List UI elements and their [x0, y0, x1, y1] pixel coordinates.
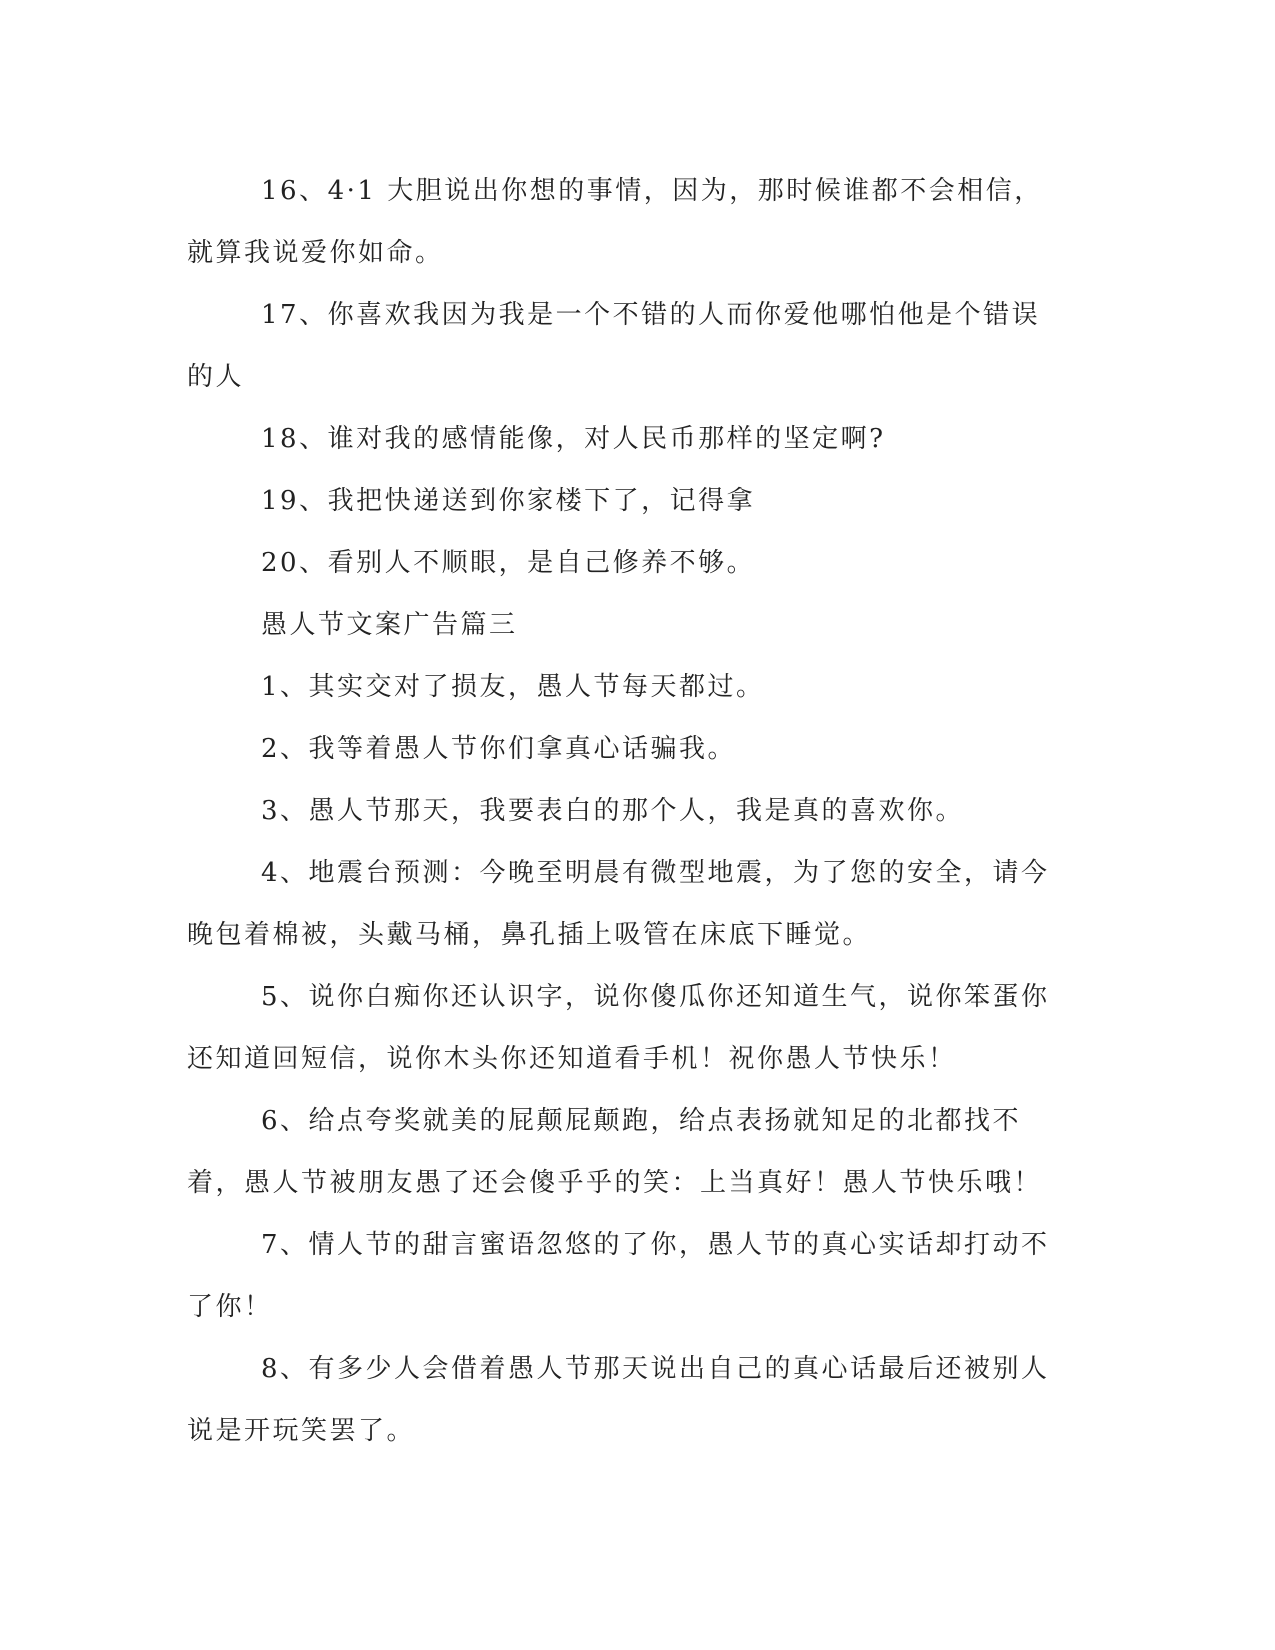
paragraph-17: 17、你喜欢我因为我是一个不错的人而你爱他哪怕他是个错误的人 — [187, 300, 1041, 392]
paragraph-s6: 6、给点夸奖就美的屁颠屁颠跑，给点表扬就知足的北都找不着，愚人节被朋友愚了还会傻乎乎的笑：上当真好！愚人节快乐哦！ — [187, 1106, 1043, 1198]
document-body — [187, 160, 1067, 1462]
section-title: 愚人节文案广告篇三 — [261, 610, 518, 640]
paragraph-s4: 4、地震台预测：今晚至明晨有微型地震，为了您的安全，请今晚包着棉被，头戴马桶，鼻孔插上吸管在床底下睡觉。 — [187, 858, 1050, 950]
paragraph-s3: 3、愚人节那天，我要表白的那个人，我是真的喜欢你。 — [261, 796, 965, 826]
paragraph-20: 20、看别人不顺眼，是自己修养不够。 — [261, 548, 756, 578]
paragraph-s2: 2、我等着愚人节你们拿真心话骗我。 — [261, 734, 737, 764]
paragraph-18: 18、谁对我的感情能像，对人民币那样的坚定啊? — [261, 424, 886, 454]
paragraph-s7: 7、情人节的甜言蜜语忽悠的了你，愚人节的真心实话却打动不了你！ — [187, 1230, 1050, 1322]
paragraph-s1: 1、其实交对了损友，愚人节每天都过。 — [261, 672, 765, 702]
paragraph-19: 19、我把快递送到你家楼下了，记得拿 — [261, 486, 756, 516]
paragraph-s8: 8、有多少人会借着愚人节那天说出自己的真心话最后还被别人说是开玩笑罢了。 — [187, 1354, 1050, 1446]
paragraph-16: 16、4·1 大胆说出你想的事情，因为，那时候谁都不会相信，就算我说爱你如命。 — [187, 176, 1043, 268]
paragraph-s5: 5、说你白痴你还认识字，说你傻瓜你还知道生气，说你笨蛋你还知道回短信，说你木头你还知道看手机！祝你愚人节快乐！ — [187, 982, 1050, 1074]
